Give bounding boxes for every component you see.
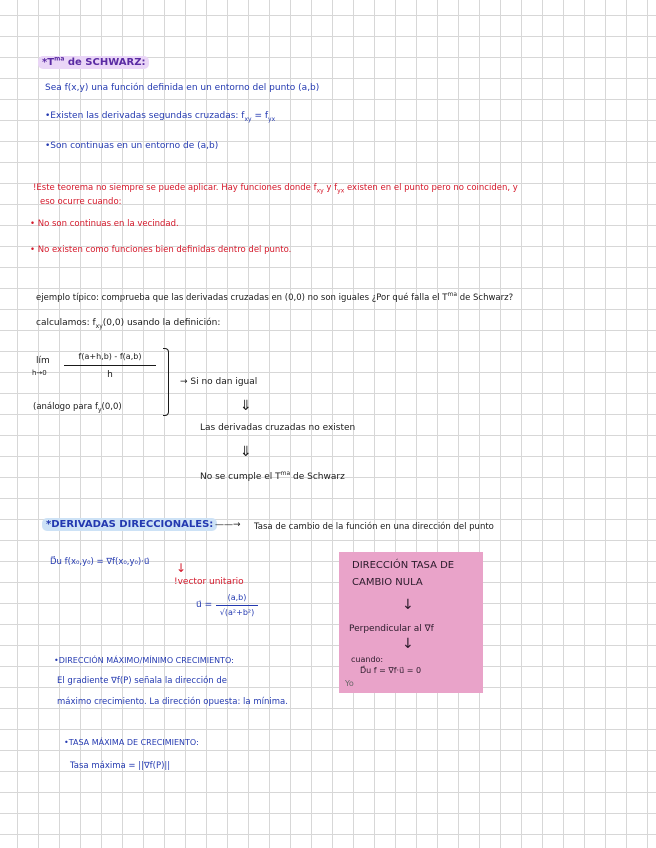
pink-line-5: D⃗u f = ∇f·u⃗ = 0 bbox=[360, 666, 422, 675]
pink-line-1: DIRECCIÓN TASA DE bbox=[352, 560, 455, 571]
warning-bullet-2: • No existen como funciones bien definidas dentro del punto. bbox=[30, 245, 292, 255]
fraction-bar bbox=[64, 365, 156, 366]
u-equals: u⃗ = bbox=[196, 600, 213, 610]
u-numerator: (a,b) bbox=[227, 593, 247, 602]
directional-formula: D⃗u f(x₀,y₀) = ∇f(x₀,y₀)·u⃗ bbox=[50, 557, 150, 567]
max-rate-title: •TASA MÁXIMA DE CRECIMIENTO: bbox=[64, 738, 199, 747]
warning-line-2: eso ocurre cuando: bbox=[40, 197, 122, 207]
lim-denominator: h bbox=[107, 370, 113, 380]
u-fraction-bar bbox=[216, 605, 258, 606]
schwarz-line-2: •Existen las derivadas segundas cruzadas: $f_{xy} = f_{yx}$ bbox=[45, 111, 276, 123]
pink-arrow-icon-2: ↓ bbox=[402, 636, 414, 652]
warning-bullet-1: • No son continuas en la vecindad. bbox=[30, 219, 179, 229]
if-not-equal-text: → Si no dan igual bbox=[180, 377, 258, 387]
down-arrow-icon: ⇓ bbox=[240, 398, 252, 414]
max-min-line-2: máximo crecimiento. La dirección opuesta: la mínima. bbox=[57, 697, 288, 707]
max-rate-formula: Tasa máxima = ||∇f(P)|| bbox=[70, 761, 171, 771]
example-line-2: calculamos: $f_{xy}(0,0)$ usando la definición: bbox=[36, 318, 221, 330]
down-arrow-icon-2: ⇓ bbox=[240, 444, 252, 460]
max-min-title: •DIRECCIÓN MÁXIMO/MÍNIMO CRECIMIENTO: bbox=[54, 656, 234, 665]
title-arrow-icon: ——→ bbox=[215, 520, 241, 530]
pink-line-4: cuando: bbox=[351, 655, 384, 664]
pink-arrow-icon: ↓ bbox=[402, 597, 414, 613]
corner-watermark: Yo bbox=[345, 679, 354, 688]
lim-word: lím bbox=[36, 356, 50, 366]
lim-numerator: f(a+h,b) - f(a,b) bbox=[78, 352, 142, 361]
max-min-line-1: El gradiente ∇f(P) señala la dirección de bbox=[57, 676, 228, 686]
schwarz-line-1: Sea f(x,y) una función definida en un entorno del punto (a,b) bbox=[45, 83, 320, 93]
result-line-1: Las derivadas cruzadas no existen bbox=[200, 423, 356, 433]
directional-description: Tasa de cambio de la función en una dirección del punto bbox=[254, 522, 494, 532]
schwarz-title: $*T^{ma}$ de SCHWARZ: bbox=[38, 54, 149, 69]
unit-vector-label: !vector unitario bbox=[174, 577, 244, 587]
red-arrow-icon: ↓ bbox=[176, 561, 187, 575]
lim-under: h→0 bbox=[32, 369, 47, 377]
u-denominator: √(a²+b²) bbox=[219, 608, 255, 617]
analog-text: (análogo para $f_y(0,0)$ bbox=[33, 402, 122, 414]
pink-line-2: CAMBIO NULA bbox=[352, 577, 423, 588]
directional-title: *DERIVADAS DIRECCIONALES: bbox=[42, 519, 217, 531]
schwarz-line-3: •Son continuas en un entorno de (a,b) bbox=[45, 141, 219, 151]
result-line-2: No se cumple el $T^{ma}$ de Schwarz bbox=[200, 470, 345, 482]
bracket bbox=[163, 348, 169, 416]
warning-line-1: !Este teorema no siempre se puede aplicar. Hay funciones donde $f_{xy}$ y $f_{yx}$ existen en el punto pero no coinciden, y bbox=[33, 183, 518, 195]
example-line-1: ejemplo típico: comprueba que las derivadas cruzadas en (0,0) no son iguales ¿Por qué falla el $T^{ma}$ de Schwarz? bbox=[36, 291, 514, 303]
pink-line-3: Perpendicular al ∇f bbox=[349, 624, 434, 634]
